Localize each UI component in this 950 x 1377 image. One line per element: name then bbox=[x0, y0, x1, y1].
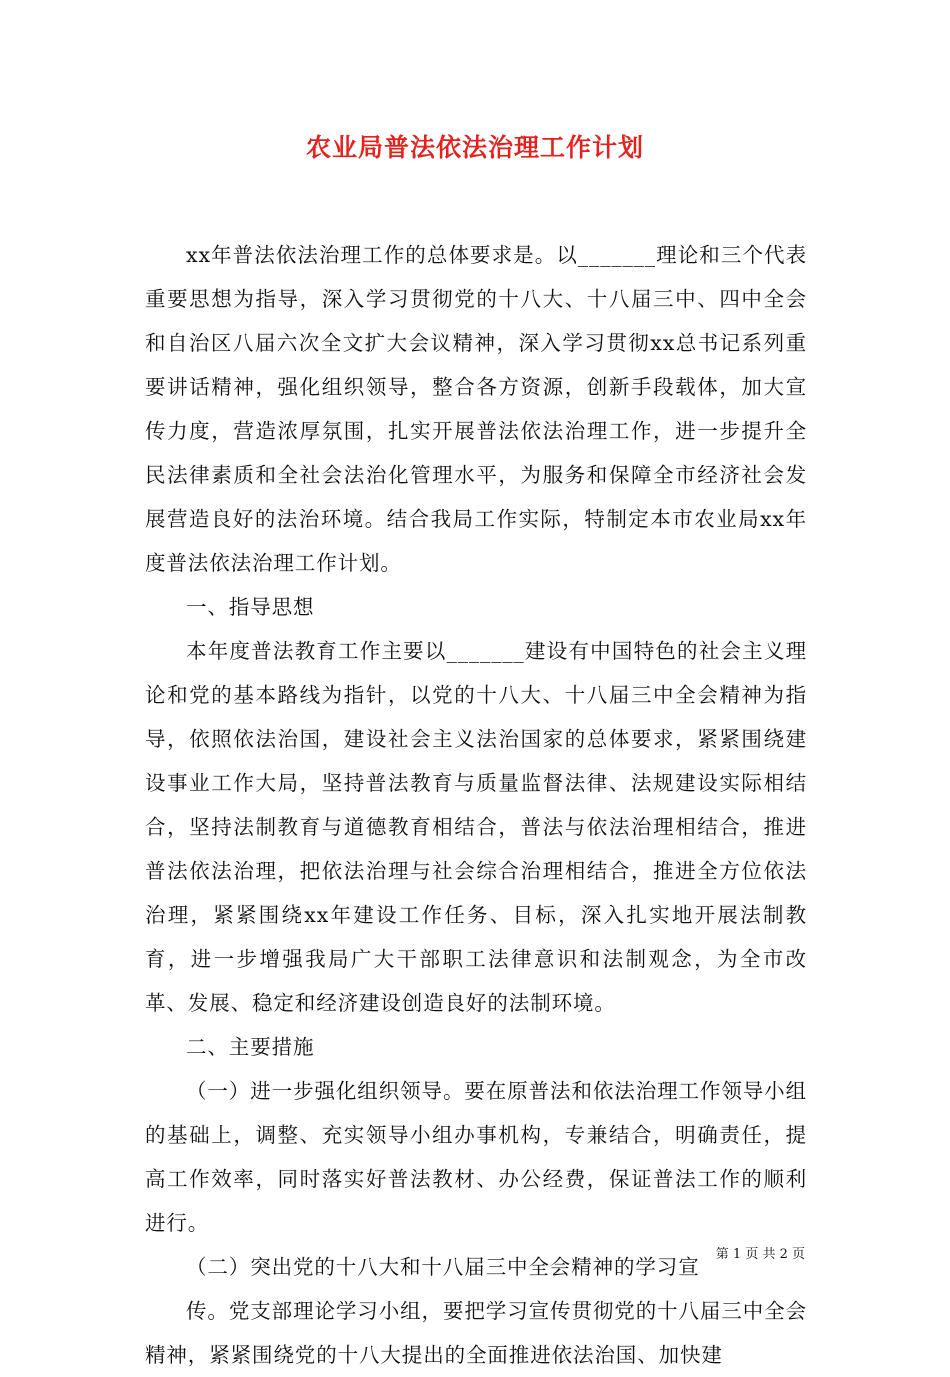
measure-two-heading: （二）突出党的十八大和十八届三中全会精神的学习宣 bbox=[186, 1255, 700, 1279]
page-number-footer: 第 1 页 共 2 页 bbox=[715, 1247, 805, 1262]
guiding-ideology-paragraph: 本年度普法教育工作主要以_______建设有中国特色的社会主义理论和党的基本路线为指针，以党的十八大、十八届三中全会精神为指导，依照依法治国，建设社会主义法治国家的总体要求，紧紧围绕建设事业工作大局，坚持普法教育与质量监督法律、法规建设实际相结合，坚持法制教育与道德教育相结合，普法与依法治理相结合，推进普法依法治理，把依法治理与社会综合治理相结合，推进全方位依法治理，紧紧围绕xx年建设工作任务、目标，深入扎实地开展法制教育，进一步增强我局广大干部职工法律意识和法制观念，为全市改革、发展、稳定和经济建设创造良好的法制环境。 bbox=[145, 639, 807, 1015]
section-heading-main-measures: 二、主要措施 bbox=[186, 1035, 315, 1059]
measure-two-paragraph: 传。党支部理论学习小组，要把学习宣传贯彻党的十八届三中全会精神，紧紧围绕党的十八大提出的全面推进依法治国、加快建 bbox=[145, 1299, 807, 1367]
measure-one-paragraph: （一）进一步强化组织领导。要在原普法和依法治理工作领导小组的基础上，调整、充实领导小组办事机构，专兼结合，明确责任，提高工作效率，同时落实好普法教材、办公经费，保证普法工作的顺利进行。 bbox=[145, 1079, 807, 1235]
section-heading-guiding-ideology: 一、指导思想 bbox=[186, 595, 315, 619]
intro-paragraph: xx年普法依法治理工作的总体要求是。以_______理论和三个代表重要思想为指导，深入学习贯彻党的十八大、十八届三中、四中全会和自治区八届六次全文扩大会议精神，深入学习贯彻xx总书记系列重要讲话精神，强化组织领导，整合各方资源，创新手段载体，加大宣传力度，营造浓厚氛围，扎实开展普法依法治理工作，进一步提升全民法律素质和全社会法治化管理水平，为服务和保障全市经济社会发展营造良好的法治环境。结合我局工作实际，特制定本市农业局xx年度普法依法治理工作计划。 bbox=[145, 243, 807, 575]
document-body bbox=[145, 233, 807, 1377]
document-title: 农业局普法依法治理工作计划 bbox=[305, 133, 644, 162]
